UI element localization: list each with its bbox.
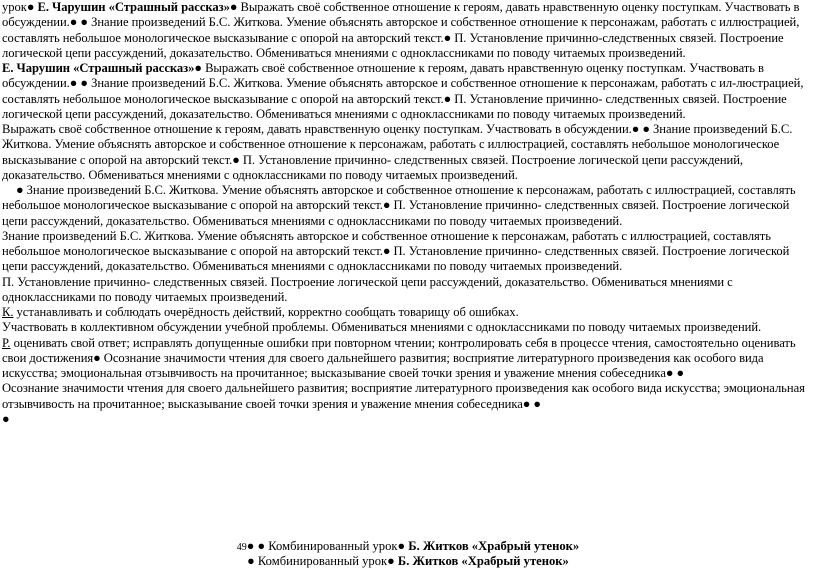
paragraph-2-title: Е. Чарушин «Страшный рассказ» [2, 61, 195, 75]
paragraph-1-text: ● Выражать своё собственное отношение к героям, давать нравственную оценку поступкам. Участвовать в обсуждении.● ● Знание произведений Б.С. Житкова. Умение объяснять авторское и собственное отношение к персонажам, работать с иллюстрацией, составлять небольшое монологическое высказывание с опорой на авторский текст.● П. Установление причинно-следственных связей. Построение логической цепи рассуждений, доказательство. Обмениваться мнениями с одноклассниками по поводу читаемых произведений. [2, 0, 800, 60]
paragraph-7-marker: К. [2, 305, 14, 319]
paragraph-5 [2, 229, 814, 275]
paragraph-1-lead: урок [2, 0, 27, 14]
paragraph-9-text: оценивать свой ответ; исправлять допущенные ошибки при повторном чтении; контролировать себя в процессе чтения, самостоятельно оценивать свои достижения● Осознание значимости чтения для своего дальнейшего развития; восприятие литературного произведения как особого вида искусства; эмоциональная отзывчивость на прочитанное; высказывание своей точки зрения и уважение мнения собеседника● ● [2, 335, 796, 380]
paragraph-6-text: П. Установление причинно- следственных связей. Построение логической цепи рассуждений, доказательство. Обмениваться мнениями с одноклассниками по поводу читаемых произведений. [2, 274, 733, 304]
paragraph-3 [2, 122, 814, 183]
footer-line-2-prefix: ● Комбинированный урок● [247, 554, 398, 568]
footer-line-2-title: Б. Житков «Храбрый утенок» [397, 554, 569, 568]
footer-line-2 [0, 554, 816, 569]
paragraph-9-marker: Р. [2, 335, 11, 350]
paragraph-10-text: Осознание значимости чтения для своего дальнейшего развития; восприятие литературного произведения как особого вида искусства; эмоциональная отзывчивость на прочитанное; высказывание своей точки зрения и уважение мнения собеседника● ● [2, 381, 805, 411]
paragraph-1-title: ● Е. Чарушин «Страшный рассказ» [26, 0, 230, 14]
paragraph-10 [2, 381, 814, 412]
footer-line-1-prefix: ● ● Комбинированный урок● [246, 539, 409, 553]
paragraph-2-text: ● Выражать своё собственное отношение к героям, давать нравственную оценку поступкам. Участвовать в обсуждении.● ● Знание произведений Б.С. Житкова. Умение объяснять авторское и собственное отношение к персонажам, работать с ил-люстрацией, составлять небольшое монологическое высказывание с опорой на авторский текст.● П. Установление причинно- следственных связей. Построение логической цепи рассуждений, доказательство. Обмениваться мнениями с одноклассниками по поводу читаемых произведений. [2, 61, 804, 121]
page-number: 49 [236, 542, 247, 553]
paragraph-5-text: Знание произведений Б.С. Житкова. Умение объяснять авторское и собственное отношение к персонажам, работать с иллюстрацией, составлять небольшое монологическое высказывание с опорой на авторский текст.● П. Установление причинно- следственных связей. Построение логической цепи рассуждений, доказательство. Обмениваться мнениями с одноклассниками по поводу читаемых произведений. [2, 228, 790, 274]
paragraph-8-text: Участвовать в коллективном обсуждении учебной проблемы. Обмениваться мнениями с одноклассниками по поводу читаемых произведений. [2, 320, 762, 335]
paragraph-3-text: Выражать своё собственное отношение к героям, давать нравственную оценку поступкам. Участвовать в обсуждении.● ● Знание произведений Б.С. Житкова. Умение объяснять авторское и собственное отношение к персонажам, работать с иллюстрацией, составлять небольшое монологическое высказывание с опорой на авторский текст.● П. Установление причинно- следственных связей. Построение логической цепи рассуждений, доказательство. Обмениваться мнениями с одноклассниками по поводу читаемых произведений. [2, 122, 793, 182]
footer-line-1 [0, 539, 816, 555]
paragraph-7-text: устанавливать и соблюдать очерёдность действий, корректно сообщать товарищу об ошибках. [13, 305, 519, 319]
paragraph-7 [2, 305, 814, 320]
paragraph-4 [2, 183, 814, 229]
paragraph-4-text: ● Знание произведений Б.С. Житкова. Умение объяснять авторское и собственное отношение к персонажам, работать с иллюстрацией, составлять небольшое монологическое высказывание с опорой на авторский текст.● П. Установление причинно- следственных связей. Построение логической цепи рассуждений, доказательство. Обмениваться мнениями с одноклассниками по поводу читаемых произведений. [2, 183, 796, 228]
footer-line-1-title: Б. Житков «Храбрый утенок» [408, 539, 580, 553]
paragraph-11 [2, 412, 814, 427]
paragraph-2 [2, 61, 814, 122]
paragraph-1 [2, 0, 814, 61]
document-body [2, 0, 814, 427]
bullet-icon: ● [2, 411, 10, 426]
paragraph-9 [2, 336, 814, 382]
paragraph-8 [2, 320, 814, 335]
paragraph-6 [2, 275, 814, 306]
